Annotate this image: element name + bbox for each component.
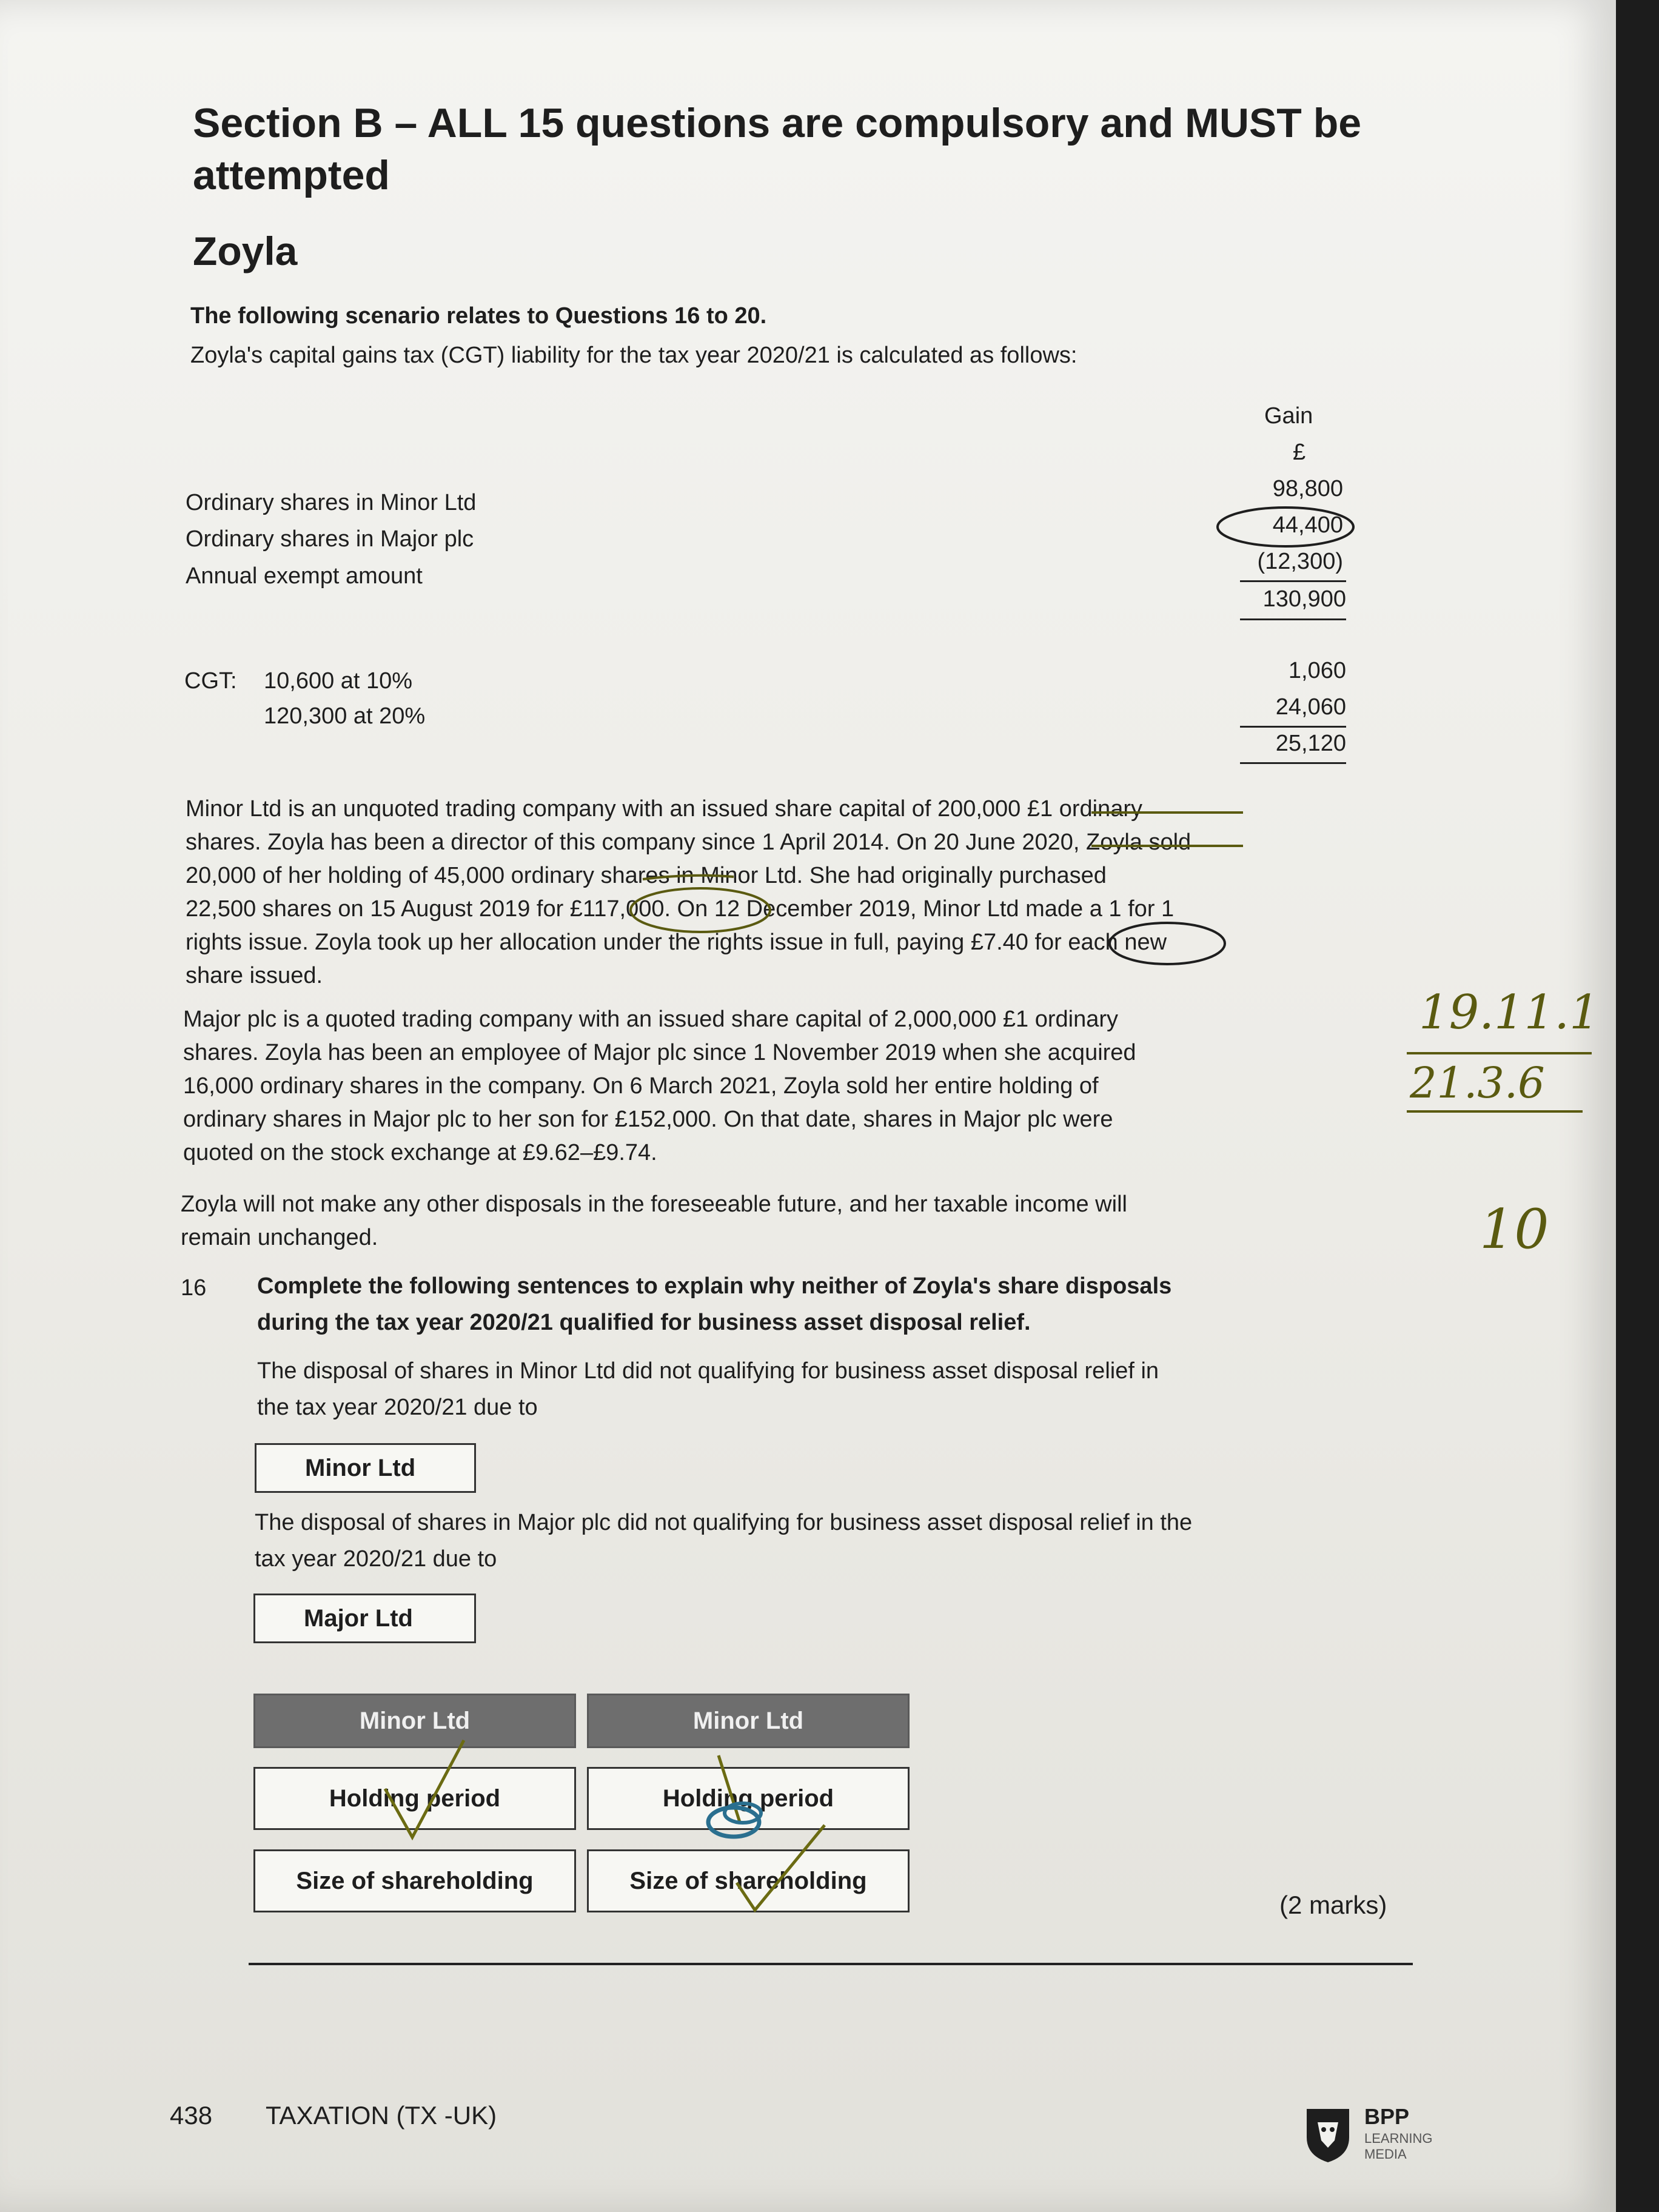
- cgt-label: CGT:: [184, 668, 237, 694]
- answer-drop-box-2[interactable]: Major Ltd: [253, 1594, 476, 1643]
- cgt-intro: Zoyla's capital gains tax (CGT) liability for the tax year 2020/21 is calculated as follows:: [190, 343, 1078, 368]
- page-number: 438: [170, 2101, 213, 2130]
- sentence1-line: the tax year 2020/21 due to: [257, 1395, 538, 1420]
- question-number: 16: [181, 1275, 207, 1301]
- lion-shield-icon: [1301, 2104, 1355, 2165]
- minor-para-line: share issued.: [186, 963, 323, 988]
- book-title: TAXATION (TX -UK): [266, 2101, 497, 2130]
- publisher-main: BPP: [1364, 2104, 1410, 2129]
- minor-para-line: shares. Zoyla has been a director of this company since 1 April 2014. On 20 June 2020, Zoyla sold: [186, 830, 1191, 855]
- minor-para-line: 20,000 of her holding of 45,000 ordinary shares in Minor Ltd. She had originally purchased: [186, 863, 1107, 888]
- option-header-col2: Minor Ltd: [587, 1694, 910, 1748]
- handwritten-note: 21.3.6: [1410, 1058, 1545, 1108]
- major-para-line: Major plc is a quoted trading company with an issued share capital of 2,000,000 £1 ordinary: [183, 1007, 1119, 1032]
- question-text-line: during the tax year 2020/21 qualified for business asset disposal relief.: [257, 1310, 1031, 1335]
- major-para-line: ordinary shares in Major plc to her son for £152,000. On that date, shares in Major plc were: [183, 1107, 1113, 1132]
- publisher-sub: LEARNING: [1364, 2131, 1433, 2146]
- answer-drop-box-1[interactable]: Minor Ltd: [255, 1443, 476, 1493]
- bpp-logo: [1301, 2104, 1495, 2177]
- option-size-of-shareholding-col1[interactable]: Size of shareholding: [253, 1849, 576, 1912]
- row-value-minor: 98,800: [1272, 476, 1343, 501]
- handwritten-note: 19.11.1: [1419, 985, 1600, 1040]
- question-text-line: Complete the following sentences to explain why neither of Zoyla's share disposals: [257, 1273, 1172, 1299]
- row-value-major: 44,400: [1272, 512, 1343, 538]
- major-para-line: 16,000 ordinary shares in the company. On 6 March 2021, Zoyla sold her entire holding of: [183, 1073, 1099, 1099]
- major-para-line: shares. Zoyla has been an employee of Major plc since 1 November 2019 when she acquired: [183, 1040, 1136, 1065]
- major-para-line: quoted on the stock exchange at £9.62–£9.74.: [183, 1140, 657, 1165]
- publisher-sub: MEDIA: [1364, 2147, 1407, 2162]
- future-para-line: remain unchanged.: [181, 1225, 378, 1250]
- cgt-row-1-label: 10,600 at 10%: [264, 668, 413, 694]
- minor-para-line: Minor Ltd is an unquoted trading company with an issued share capital of 200,000 £1 ordinary: [186, 796, 1142, 822]
- row-label-minor: Ordinary shares in Minor Ltd: [186, 490, 477, 515]
- cgt-subtotal-rule: [1240, 726, 1346, 728]
- option-size-of-shareholding-col2[interactable]: Size of shareholding: [587, 1849, 910, 1912]
- marks-label: (2 marks): [1279, 1891, 1387, 1919]
- option-header-col1: Minor Ltd: [253, 1694, 576, 1748]
- table-total: 130,900: [1262, 586, 1346, 612]
- row-label-major: Ordinary shares in Major plc: [186, 526, 474, 552]
- section-title: Section B – ALL 15 questions are compulsory and MUST be attempted: [193, 100, 1362, 198]
- future-para-line: Zoyla will not make any other disposals in the foreseeable future, and her taxable income will: [181, 1191, 1127, 1217]
- row-value-aea: (12,300): [1257, 549, 1343, 574]
- cgt-row-1-value: 1,060: [1288, 658, 1346, 683]
- cgt-total: 25,120: [1275, 731, 1346, 756]
- cgt-row-2-label: 120,300 at 20%: [264, 703, 426, 729]
- sentence1-line: The disposal of shares in Minor Ltd did not qualifying for business asset disposal relief in: [257, 1358, 1159, 1384]
- sentence2-line: tax year 2020/21 due to: [255, 1546, 497, 1572]
- option-holding-period-col1[interactable]: Holding period: [253, 1767, 576, 1830]
- cgt-total-rule: [1240, 762, 1346, 764]
- question-end-rule: [249, 1963, 1413, 1965]
- cgt-row-2-value: 24,060: [1275, 694, 1346, 720]
- handwritten-note: 10: [1480, 1198, 1549, 1261]
- subtotal-rule: [1240, 580, 1346, 582]
- sentence2-line: The disposal of shares in Major plc did not qualifying for business asset disposal relief in the: [255, 1510, 1193, 1535]
- table-header-gain: Gain: [1264, 403, 1313, 429]
- row-label-aea: Annual exempt amount: [186, 563, 423, 589]
- minor-para-line: 22,500 shares on 15 August 2019 for £117,000. On 12 December 2019, Minor Ltd made a 1 for 1: [186, 896, 1175, 922]
- scenario-intro: The following scenario relates to Questions 16 to 20.: [190, 303, 767, 329]
- table-currency: £: [1293, 440, 1306, 465]
- minor-para-line: rights issue. Zoyla took up her allocation under the rights issue in full, paying £7.40 for each new: [186, 930, 1167, 955]
- case-title: Zoyla: [193, 229, 298, 273]
- option-holding-period-col2[interactable]: Holding period: [587, 1767, 910, 1830]
- total-rule: [1240, 618, 1346, 620]
